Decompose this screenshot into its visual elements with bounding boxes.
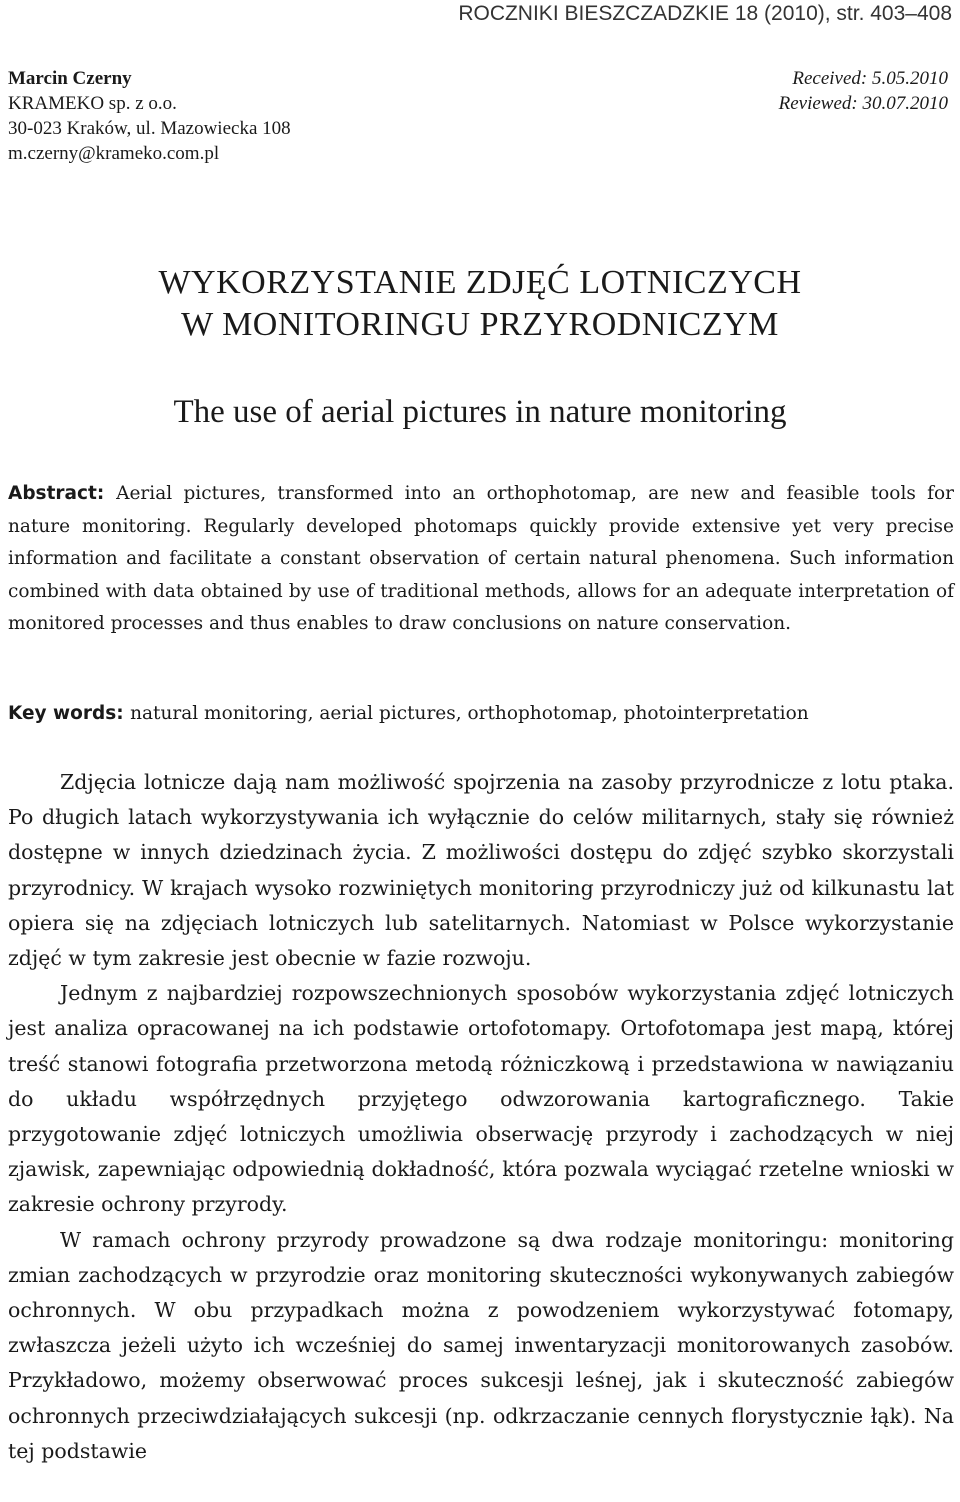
keywords: [8, 698, 954, 730]
keywords-label: Key words:: [8, 703, 131, 724]
author-name: Marcin Czerny: [8, 68, 132, 89]
title-polish: [0, 262, 960, 346]
author-block: [8, 66, 291, 166]
keywords-text: natural monitoring, aerial pictures, orthophotomap, photointerpretation: [130, 703, 809, 724]
body-paragraph: Zdjęcia lotnicze dają nam możliwość spojrzenia na zasoby przyrodnicze z lotu ptaka. Po długich latach wykorzystywania ich wyłącznie do celów militarnych, stały się również dostępne w innych dziedzinach życia. Z możliwości dostępu do zdjęć szybko skorzystali przyrodnicy. W krajach wysoko rozwiniętych monitoring przyrodniczy już od kilkunastu lat opiera się na zdjęciach lotniczych lub satelitarnych. Natomiast w Polsce wykorzystanie zdjęć w tym zakresie jest obecnie w fazie rozwoju.: [8, 770, 954, 971]
dates-block: [779, 66, 948, 116]
title-polish-line-2: W MONITORINGU PRZYRODNICZYM: [181, 306, 779, 343]
journal-header: ROCZNIKI BIESZCZADZKIE 18 (2010), str. 403–408: [458, 2, 952, 25]
body-text: [8, 765, 954, 1469]
title-polish-line-1: WYKORZYSTANIE ZDJĘĆ LOTNICZYCH: [158, 264, 802, 301]
body-paragraph: Jednym z najbardziej rozpowszechnionych sposobów wykorzystania zdjęć lotniczych jest analiza opracowanej na ich podstawie ortofotomapy. Ortofotomapa jest mapą, której treść stanowi fotografia przetworzona metodą różniczkową i przedstawiona w nawiązaniu do układu współrzędnych przyjętego odwzorowania kartograficznego. Takie przygotowanie zdjęć lotniczych umożliwia obserwację przyrody i zachodzących w niej zjawisk, zapewniając odpowiednią dokładność, która pozwala wyciągać rzetelne wnioski w zakresie ochrony przyrody.: [8, 981, 954, 1217]
received-date: Received: 5.05.2010: [792, 68, 948, 89]
author-company: KRAMEKO sp. z o.o.: [8, 93, 177, 114]
abstract-label: Abstract:: [8, 483, 117, 504]
title-english: The use of aerial pictures in nature monitoring: [173, 394, 787, 430]
abstract: [8, 478, 954, 641]
author-address: 30-023 Kraków, ul. Mazowiecka 108: [8, 118, 291, 139]
author-email: m.czerny@krameko.com.pl: [8, 143, 220, 164]
abstract-text: Aerial pictures, transformed into an orthophotomap, are new and feasible tools for nature monitoring. Regularly developed photomaps quickly provide extensive yet very precise information and facilitate a constant observation of certain natural phenomena. Such information combined with data obtained by use of traditional methods, allows for an adequate interpretation of monitored processes and thus enables to draw conclusions on nature conservation.: [8, 483, 955, 634]
body-paragraph: W ramach ochrony przyrody prowadzone są dwa rodzaje monitoringu: monitoring zmian zachodzących w przyrodzie oraz monitoring skuteczności wykonywanych zabiegów ochronnych. W obu przypadkach można z powodzeniem wykorzystywać fotomapy, zwłaszcza jeżeli użyto ich wcześniej do samej inwentaryzacji monitorowanych zasobów. Przykładowo, możemy obserwować proces sukcesji leśnej, jak i skuteczność zabiegów ochronnych przeciwdziałających sukcesji (np. odkrzaczanie cennych florystycznie łąk). Na tej podstawie: [8, 1227, 954, 1463]
reviewed-date: Reviewed: 30.07.2010: [778, 93, 948, 114]
